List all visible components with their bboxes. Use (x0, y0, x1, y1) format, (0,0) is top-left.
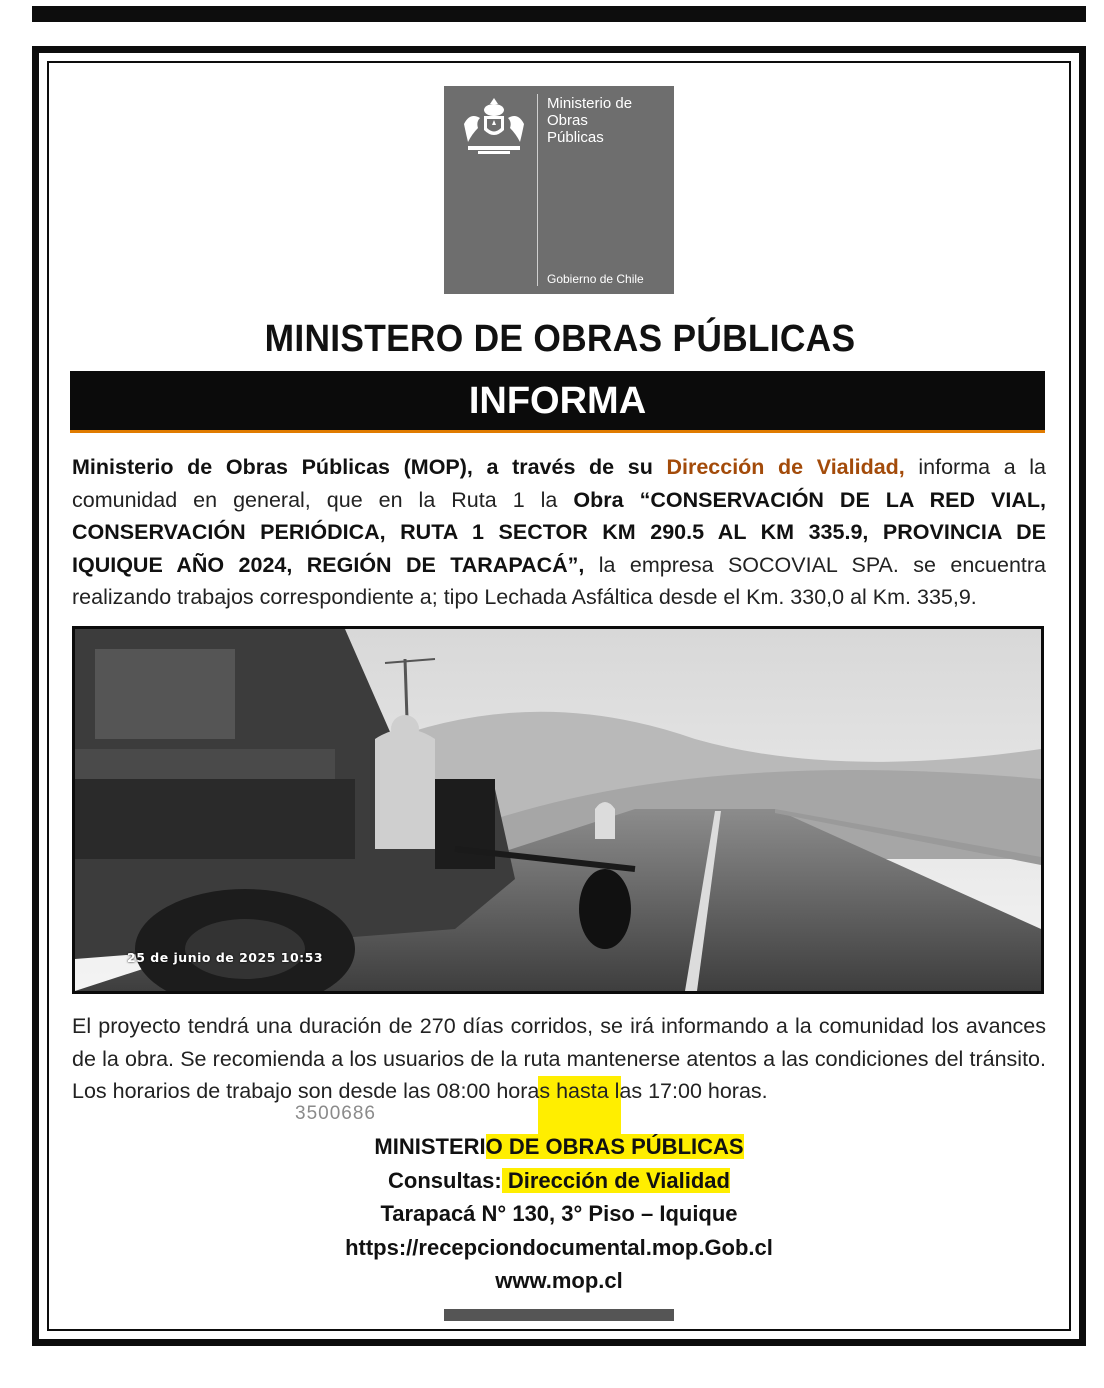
footer-url-mop[interactable]: www.mop.cl (495, 1268, 623, 1293)
informa-banner: INFORMA (70, 371, 1045, 433)
logo-line-1: Ministerio de (547, 95, 633, 112)
ministry-lead: Ministerio de Obras Públicas (MOP), a través de su (72, 455, 653, 479)
paragraph1-text-a: informa a la comunidad en general, que en la Ruta 1 la (72, 455, 1046, 512)
roadwork-photo (72, 626, 1044, 994)
bottom-rule (444, 1309, 674, 1321)
roadwork-photo-image (75, 629, 1041, 991)
logo-divider (537, 94, 538, 286)
footer-ministry (200, 1130, 918, 1164)
obra-label: Obra (573, 487, 624, 512)
logo-line-2: Obras (547, 112, 588, 129)
top-rule (32, 6, 1086, 22)
logo-line-3: Públicas (547, 129, 604, 146)
paragraph2-text-a: El proyecto tendrá una duración de 270 días corridos, se irá informando a la comunidad los avances de la obra. Se recomienda a los usuarios de la ruta mantenerse atentos a las condiciones del tránsito. Los horarios de trabajo son desde (72, 1014, 1046, 1103)
paragraph2-text-b: horas hasta las 17:00 horas. (490, 1079, 768, 1103)
page-title: MINISTERO DE OBRAS PÚBLICAS (264, 318, 856, 360)
obra-name: “CONSERVACIÓN DE LA RED VIAL, CONSERVACIÓN PERIÓDICA, RUTA 1 SECTOR KM 290.5 AL KM 335.9, PROVINCIA DE IQUIQUE AÑO 2024, REGIÓN DE TARAPACÁ”, (72, 487, 1046, 577)
footer-ministry-b: O DE OBRAS PÚBLICAS (485, 1134, 744, 1159)
consultas-label: Consultas: (388, 1167, 502, 1193)
photo-timestamp: 25 de junio de 2025 10:53 (127, 950, 324, 965)
notice-paragraph-1 (72, 451, 1046, 614)
paragraph1-text-b: la empresa SOCOVIAL SPA. se encuentra realizando trabajos correspondiente a; tipo Lechada Asfáltica desde el Km. 330,0 al Km. 335,9. (72, 552, 1046, 609)
direccion-vialidad: Dirección de Vialidad, (666, 455, 905, 479)
ad-code: 3500686 (295, 1103, 376, 1124)
consultas-value: Dirección de Vialidad (501, 1167, 730, 1193)
footer-ministry-a: MINISTERI (374, 1134, 486, 1159)
logo-ministry-name (547, 95, 632, 146)
footer-consultas (200, 1164, 918, 1198)
logo-government: Gobierno de Chile (547, 272, 644, 286)
ministry-logo (444, 86, 674, 294)
contact-footer (200, 1130, 918, 1298)
work-hours-start: las 08:00 (403, 1079, 491, 1103)
footer-url-reception[interactable]: https://recepciondocumental.mop.Gob.cl (345, 1234, 773, 1260)
notice-paragraph-2 (72, 1010, 1046, 1108)
footer-address: Tarapacá N° 130, 3° Piso – Iquique (380, 1201, 738, 1226)
coat-of-arms-icon (454, 94, 534, 158)
